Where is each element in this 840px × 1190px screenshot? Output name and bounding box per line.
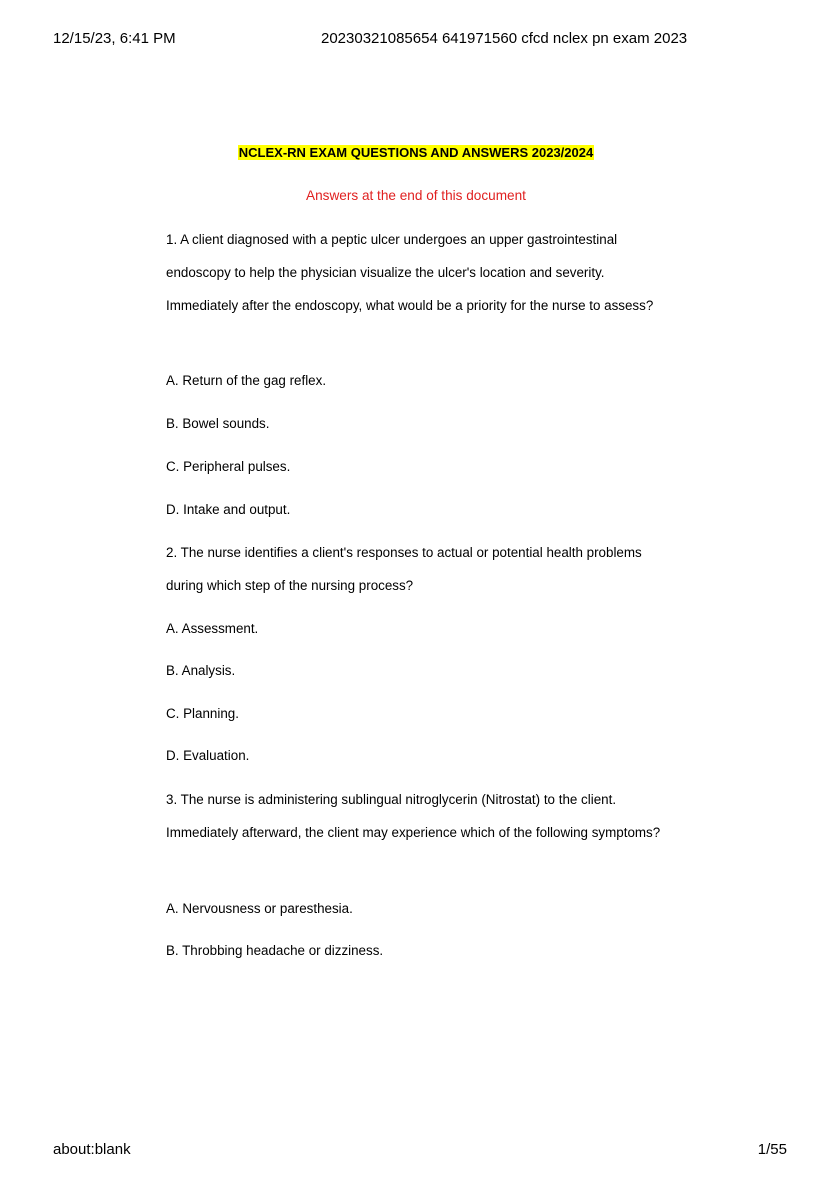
question-1-option-d: D. Intake and output. [166, 502, 291, 517]
question-2-text: 2. The nurse identifies a client's responses to actual or potential health problems during which step of the nursing process? [166, 545, 642, 593]
print-document-name: 20230321085654 641971560 cfcd nclex pn exam 2023 [321, 30, 688, 47]
question-1-option-c: C. Peripheral pulses. [166, 459, 291, 474]
page-number: 1/55 [757, 1141, 787, 1158]
print-header [0, 30, 840, 50]
question-1-option-b: B. Bowel sounds. [166, 416, 270, 431]
question-1-option-a: A. Return of the gag reflex. [166, 373, 327, 388]
question-3-option-b: B. Throbbing headache or dizziness. [166, 943, 384, 958]
print-datetime: 12/15/23, 6:41 PM [53, 30, 176, 47]
print-url: about:blank [53, 1141, 131, 1158]
document-subtitle: Answers at the end of this document [306, 188, 526, 203]
question-3-text: 3. The nurse is administering sublingual nitroglycerin (Nitrostat) to the client. Immediately afterward, the client may experience which of the following symptoms? [166, 792, 661, 840]
question-2-option-d: D. Evaluation. [166, 748, 250, 763]
question-3-option-a: A. Nervousness or paresthesia. [166, 901, 353, 916]
print-footer [0, 1141, 840, 1161]
question-2-option-b: B. Analysis. [166, 663, 236, 678]
document-title-text: NCLEX-RN EXAM QUESTIONS AND ANSWERS 2023/2024 [238, 145, 594, 160]
question-2-option-a: A. Assessment. [166, 621, 259, 636]
question-2-option-c: C. Planning. [166, 706, 239, 721]
document-title [0, 145, 832, 160]
question-1-text: 1. A client diagnosed with a peptic ulcer undergoes an upper gastrointestinal endoscopy to help the physician visualize the ulcer's location and severity. Immediately after the endoscopy, what would be a priority for the nurse to assess? [166, 232, 654, 313]
